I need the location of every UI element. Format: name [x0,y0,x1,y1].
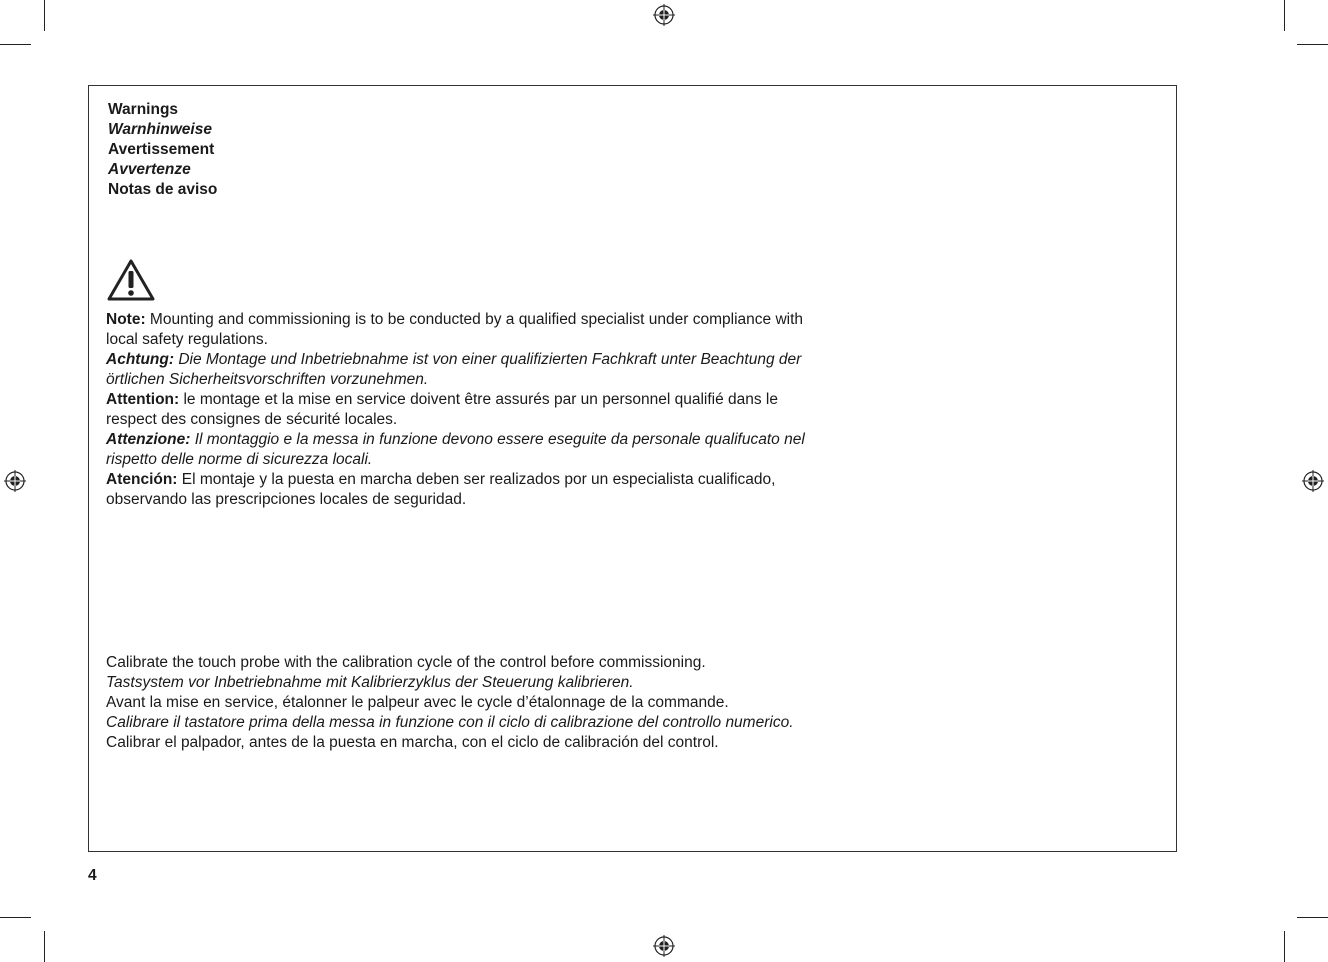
crop-mark [0,44,31,45]
title-en: Warnings [108,101,179,118]
note-text: le montage et la mise en service doivent être assurés par un personnel qualifié dans le respect des consignes de sécurité locales. [106,391,778,428]
registration-mark-icon [1302,470,1324,492]
crop-mark [0,917,31,918]
registration-mark-icon [4,470,26,492]
page-number: 4 [88,867,97,884]
calibration-it: Calibrare il tastatore prima della messa in funzione con il ciclo di calibrazione del controllo numerico. [106,714,794,731]
section-titles [108,100,217,200]
note-es [106,470,826,510]
note-it [106,430,826,470]
calibration-instructions [106,653,866,753]
calibration-de: Tastsystem vor Inbetriebnahme mit Kalibrierzyklus der Steuerung kalibrieren. [106,674,634,691]
note-fr [106,390,826,430]
safety-notes [106,310,826,510]
note-label: Note: [106,311,146,328]
title-de: Warnhinweise [108,121,212,138]
crop-mark [1284,931,1285,962]
calibration-fr: Avant la mise en service, étalonner le palpeur avec le cycle d’étalonnage de la commande. [106,694,729,711]
crop-mark [44,0,45,31]
note-text: Die Montage und Inbetriebnahme ist von einer qualifizierten Fachkraft unter Beachtung der örtlichen Sicherheitsvorschriften vorzunehmen. [106,351,802,388]
registration-mark-icon [653,935,675,957]
note-label: Attenzione: [106,431,191,448]
title-it: Avvertenze [108,161,191,178]
note-en [106,310,826,350]
note-text: Mounting and commissioning is to be conducted by a qualified specialist under compliance with local safety regulations. [106,311,804,348]
note-text: El montaje y la puesta en marcha deben ser realizados por un especialista cualificado, observando las prescripciones locales de seguridad. [106,471,776,508]
warning-triangle-icon [106,258,156,302]
calibration-es: Calibrar el palpador, antes de la puesta en marcha, con el ciclo de calibración del control. [106,734,719,751]
note-de [106,350,826,390]
note-label: Attention: [106,391,180,408]
crop-mark [44,931,45,962]
note-text: Il montaggio e la messa in funzione devono essere eseguite da personale qualifucato nel rispetto delle norme di sicurezza locali. [106,431,805,468]
crop-mark [1297,44,1328,45]
note-label: Achtung: [106,351,175,368]
title-fr: Avertissement [108,141,215,158]
note-label: Atención: [106,471,178,488]
title-es: Notas de aviso [108,181,218,198]
crop-mark [1284,0,1285,31]
crop-mark [1297,917,1328,918]
calibration-en: Calibrate the touch probe with the calibration cycle of the control before commissioning. [106,654,706,671]
registration-mark-icon [653,4,675,26]
